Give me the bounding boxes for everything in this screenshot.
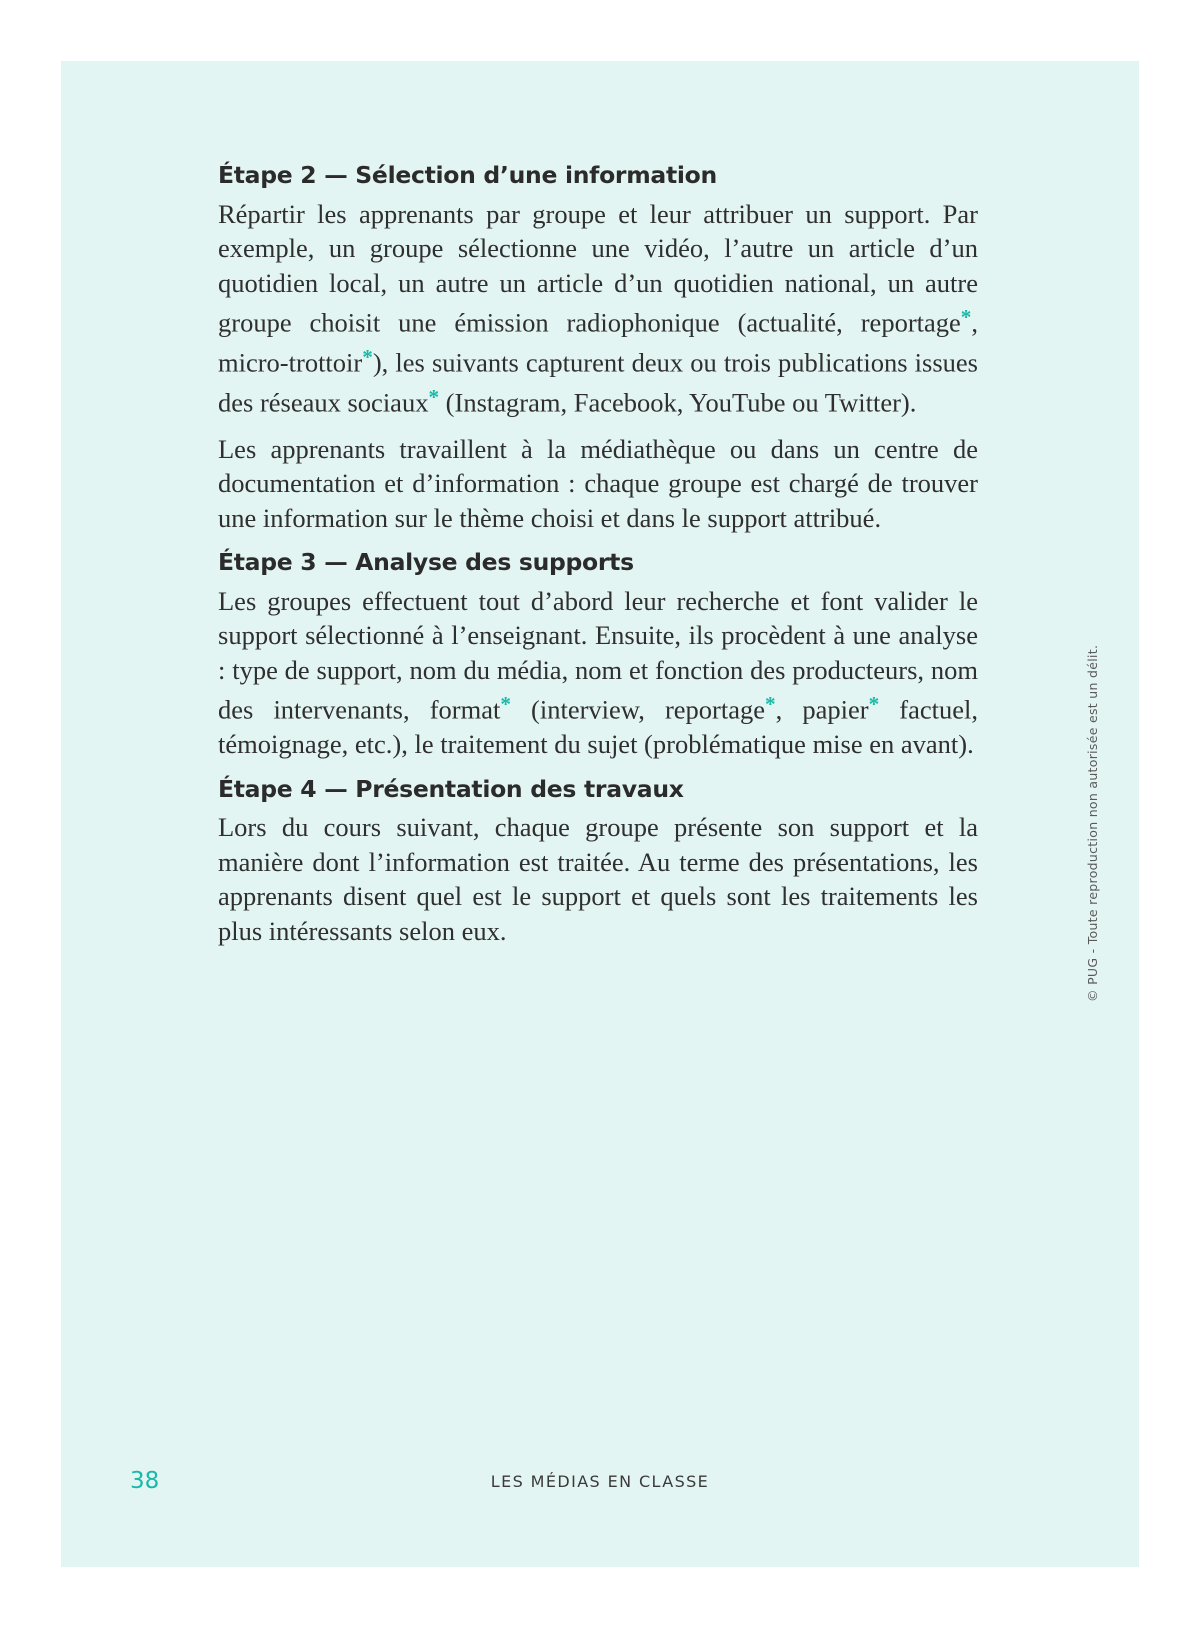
step-2-paragraph-1 bbox=[218, 197, 978, 420]
step-4-heading: Étape 4 — Présentation des travaux bbox=[218, 774, 684, 803]
text-run: Les groupes effectuent tout d’abord leur recherche et font valider le support sélectionné à l’enseignant. Ensuite, ils procèdent à une analyse : type de support, nom du média, nom et fonction des producteurs, nom des intervenants, format bbox=[218, 585, 978, 725]
main-content bbox=[218, 160, 978, 960]
text-run: , micro-trottoir bbox=[218, 307, 978, 378]
glossary-asterisk: * bbox=[500, 692, 511, 717]
step-2-heading: Étape 2 — Sélection d’une information bbox=[218, 161, 717, 189]
glossary-asterisk: * bbox=[428, 384, 440, 409]
step-3-heading: Étape 3 — Analyse des supports bbox=[218, 548, 634, 577]
text-run: factuel, témoignage, etc.), le traitement du sujet (problématique mise en avant). bbox=[218, 694, 978, 760]
step-4-paragraph-1 bbox=[218, 810, 978, 948]
text-run: Lors du cours suivant, chaque groupe présente son support et la manière dont l’information est traitée. Au terme des présentations, les apprenants disent quel est le support et quels sont les traitements les plus intéressants selon eux. bbox=[218, 812, 978, 946]
text-run: (Instagram, Facebook, YouTube ou Twitter). bbox=[439, 387, 917, 418]
copyright-notice: © PUG - Toute reproduction non autorisée est un délit. bbox=[1085, 644, 1100, 1002]
glossary-asterisk: * bbox=[868, 692, 880, 717]
glossary-asterisk: * bbox=[960, 305, 972, 330]
text-run: , papier bbox=[775, 694, 869, 725]
glossary-asterisk: * bbox=[362, 344, 373, 369]
step-2-paragraph-2 bbox=[218, 432, 978, 536]
text-run: Les apprenants travaillent à la médiathèque ou dans un centre de documentation et d’information : chaque groupe est chargé de trouver une information sur le thème choisi et dans le support attribué. bbox=[218, 433, 978, 533]
page-number: 38 bbox=[130, 1468, 160, 1494]
running-footer-title: LES MÉDIAS EN CLASSE bbox=[490, 1472, 710, 1491]
text-run: Répartir les apprenants par groupe et leur attribuer un support. Par exemple, un groupe sélectionne une vidéo, l’autre un article d’un quotidien local, un autre un article d’un quotidien national, un autre groupe choisit une émission radiophonique (actualité, reportage bbox=[218, 198, 978, 338]
text-run: (interview, reportage bbox=[510, 694, 766, 725]
text-run: ), les suivants capturent deux ou trois publications issues des réseaux sociaux bbox=[218, 347, 978, 418]
glossary-asterisk: * bbox=[765, 692, 776, 717]
step-3-paragraph-1 bbox=[218, 584, 978, 762]
